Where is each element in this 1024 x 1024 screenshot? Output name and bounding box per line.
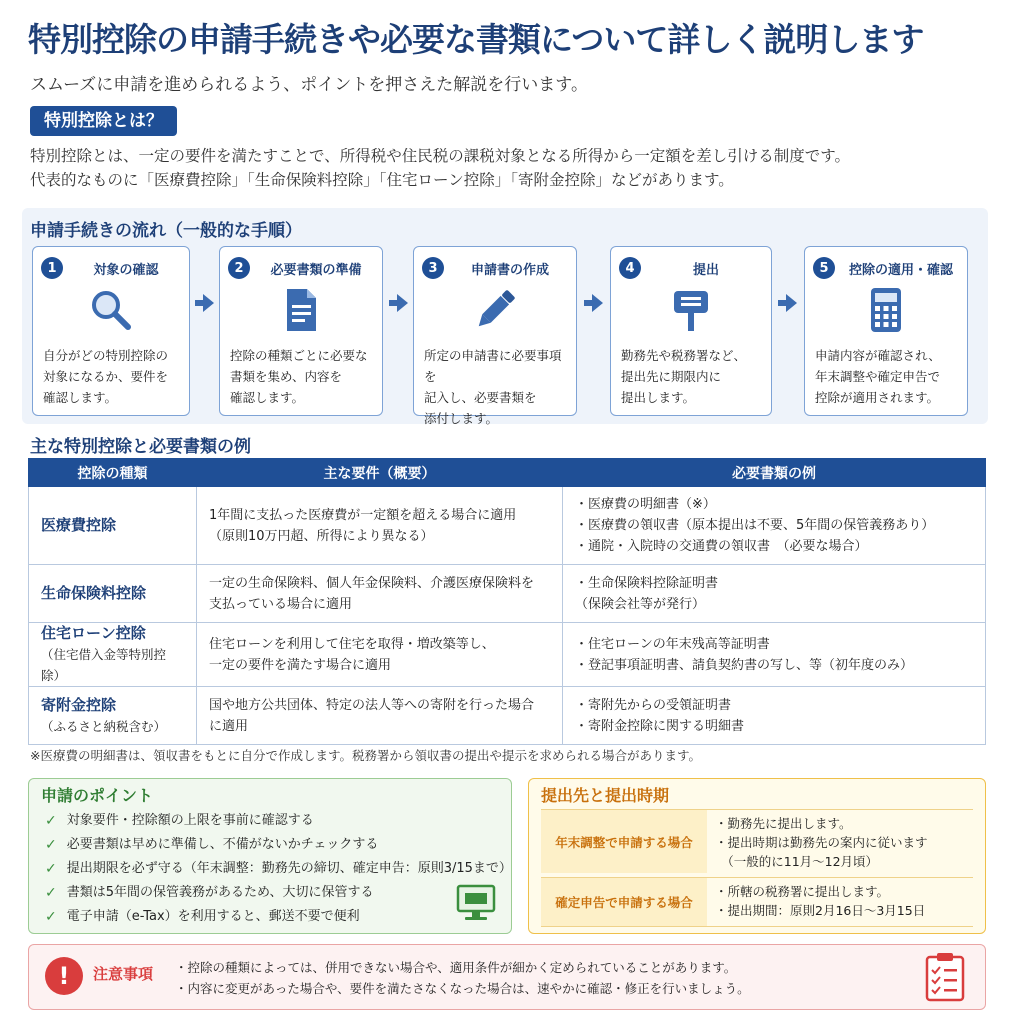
step-title: 提出 xyxy=(692,262,719,278)
flow-arrow xyxy=(786,294,797,312)
step-description xyxy=(424,345,570,429)
checklist-icon xyxy=(923,951,967,1003)
column-header: 必要書類の例 xyxy=(563,459,986,487)
step-desc-line: 提出先に期限内に xyxy=(621,369,722,384)
column-header: 控除の種類 xyxy=(29,459,197,487)
cell-line: ・寄附先からの受領証明書 xyxy=(575,697,732,713)
where-label: 年末調整で申請する場合 xyxy=(541,810,707,873)
where-detail xyxy=(707,810,973,873)
flow-arrow xyxy=(203,294,214,312)
caution-box xyxy=(28,944,986,1010)
points-list xyxy=(45,809,512,929)
table-row xyxy=(29,687,986,745)
step-title: 控除の適用・確認 xyxy=(848,262,953,278)
step-desc-line: 所定の申請書に必要事項を xyxy=(424,348,562,384)
list-item xyxy=(45,881,512,905)
step-desc-line: 申請内容が確認され、 xyxy=(815,348,941,363)
documents-cell xyxy=(563,687,986,745)
cell-line: ・通院・入院時の交通費の領収書 （必要な場合） xyxy=(575,539,868,554)
table-row xyxy=(29,565,986,623)
step-desc-line: 対象になるか、要件を xyxy=(43,369,169,384)
flow-step-1 xyxy=(32,246,190,416)
deduction-kind xyxy=(29,565,197,623)
step-number: 4 xyxy=(619,257,641,279)
documents-cell xyxy=(563,487,986,565)
pen-icon xyxy=(470,285,520,335)
table-header-row xyxy=(29,459,986,487)
cell-line: ・医療費の明細書（※） xyxy=(575,497,716,512)
exclamation-icon: ! xyxy=(45,957,83,995)
magnifier-icon xyxy=(86,285,136,335)
cell-line: 支払っている場合に適用 xyxy=(209,596,353,612)
where-label: 確定申告で申請する場合 xyxy=(541,878,707,926)
cell-line: ・住宅ローンの年末残高等証明書 xyxy=(575,636,770,652)
point-text: 電子申請（e-Tax）を利用すると、郵送不要で便利 xyxy=(66,909,360,924)
kind-sublabel: （ふるさと納税含む） xyxy=(41,718,167,734)
step-number: 1 xyxy=(41,257,63,279)
kind-label: 寄附金控除 xyxy=(41,695,117,714)
step-desc-line: 提出します。 xyxy=(621,390,696,405)
cell-line: ・寄附金控除に関する明細書 xyxy=(575,718,745,734)
cell-line: 1年間に支払った医療費が一定額を超える場合に適用 xyxy=(209,507,517,523)
requirement-cell xyxy=(197,687,563,745)
step-description xyxy=(621,345,765,408)
step-desc-line: 添付します。 xyxy=(424,411,499,426)
cell-line: ・登記事項証明書、請負契約書の写し、等（初年度のみ） xyxy=(575,657,914,673)
requirement-cell xyxy=(197,565,563,623)
flow-arrow xyxy=(592,294,603,312)
point-text: 書類は5年間の保管義務があるため、大切に保管する xyxy=(66,885,374,900)
step-desc-line: 記入し、必要書類を xyxy=(424,390,537,405)
step-title: 申請書の作成 xyxy=(470,262,549,278)
where-heading: 提出先と提出時期 xyxy=(541,786,670,805)
step-desc-line: 確認します。 xyxy=(230,390,305,405)
cell-line: （原則10万円超、所得により異なる） xyxy=(209,528,434,544)
list-item xyxy=(45,833,512,857)
caution-text xyxy=(175,957,750,999)
check-icon: ✓ xyxy=(45,813,57,829)
detail-line: （一般的に11月〜12月頃） xyxy=(715,854,879,869)
where-row xyxy=(541,809,973,873)
table-heading: 主な特別控除と必要書類の例 xyxy=(30,437,251,457)
cell-line: 一定の生命保険料、個人年金保険料、介護医療保険料を xyxy=(209,575,535,591)
computer-icon xyxy=(455,883,497,923)
page-subtitle: スムーズに申請を進められるよう、ポイントを押さえた解説を行います。 xyxy=(30,75,588,95)
deduction-table xyxy=(28,458,986,745)
point-text: 必要書類は早めに準備し、不備がないかチェックする xyxy=(66,837,379,852)
kind-sublabel: （住宅借入金等特別控除） xyxy=(41,647,167,683)
about-line: 特別控除とは、一定の要件を満たすことで、所得税や住民税の課税対象となる所得から一定額を差し引ける制度です。 xyxy=(30,147,850,165)
step-desc-line: 勤務先や税務署など、 xyxy=(621,348,747,363)
flow-step-2 xyxy=(219,246,383,416)
submission-info-box xyxy=(528,778,986,934)
step-description xyxy=(815,345,961,408)
list-item xyxy=(45,857,512,881)
kind-label: 住宅ローン控除 xyxy=(41,624,146,642)
calculator-icon xyxy=(861,285,911,335)
caution-line: ・控除の種類によっては、併用できない場合や、適用条件が細かく定められていることがあります。 xyxy=(175,960,737,975)
cell-line: に適用 xyxy=(209,718,249,734)
flow-step-3 xyxy=(413,246,577,426)
step-number: 5 xyxy=(813,257,835,279)
mailbox-icon xyxy=(666,285,716,335)
documents-cell xyxy=(563,565,986,623)
check-icon: ✓ xyxy=(45,861,57,877)
point-text: 提出期限を必ず守る（年末調整：勤務先の締切、確定申告：原則3/15まで） xyxy=(66,861,512,876)
deduction-kind xyxy=(29,623,197,687)
step-title: 必要書類の準備 xyxy=(270,262,362,278)
step-desc-line: 控除の種類ごとに必要な xyxy=(230,348,368,363)
step-desc-line: 自分がどの特別控除の xyxy=(43,348,169,363)
detail-line: ・勤務先に提出します。 xyxy=(715,816,852,831)
about-line: 代表的なものに「医療費控除」「生命保険料控除」「住宅ローン控除」「寄附金控除」などがあります。 xyxy=(30,171,734,189)
application-points-box xyxy=(28,778,512,934)
step-desc-line: 確認します。 xyxy=(43,390,118,405)
document-icon xyxy=(276,285,326,335)
cell-line: （保険会社等が発行） xyxy=(575,596,706,612)
step-desc-line: 控除が適用されます。 xyxy=(815,390,940,405)
cell-line: 住宅ローンを利用して住宅を取得・増改築等し、 xyxy=(209,636,495,652)
step-description xyxy=(230,345,376,408)
step-title: 対象の確認 xyxy=(93,262,159,278)
step-desc-line: 書類を集め、内容を xyxy=(230,369,343,384)
caution-line: ・内容に変更があった場合や、要件を満たさなくなった場合は、速やかに確認・修正を行いましょう。 xyxy=(175,981,750,996)
step-desc-line: 年末調整や確定申告で xyxy=(815,369,941,384)
about-text xyxy=(30,144,850,192)
detail-line: ・提出時期は勤務先の案内に従います xyxy=(715,835,928,850)
table-footnote: ※医療費の明細書は、領収書をもとに自分で作成します。税務署から領収書の提出や提示を求められる場合があります。 xyxy=(30,748,701,763)
check-icon: ✓ xyxy=(45,837,57,853)
where-detail xyxy=(707,878,973,926)
flow-arrow xyxy=(397,294,408,312)
kind-label: 生命保険料控除 xyxy=(41,584,147,602)
flow-step-4 xyxy=(610,246,772,416)
requirement-cell xyxy=(197,623,563,687)
detail-line: ・提出期間：原則2月16日〜3月15日 xyxy=(715,903,926,918)
kind-label: 医療費控除 xyxy=(41,516,117,534)
flow-heading: 申請手続きの流れ（一般的な手順） xyxy=(30,221,302,241)
list-item xyxy=(45,809,512,833)
step-number: 3 xyxy=(422,257,444,279)
caution-heading: 注意事項 xyxy=(93,965,154,983)
flow-step-5 xyxy=(804,246,968,416)
where-row xyxy=(541,877,973,927)
detail-line: ・所轄の税務署に提出します。 xyxy=(715,884,890,899)
page-title: 特別控除の申請手続きや必要な書類について詳しく説明します xyxy=(28,20,924,59)
cell-line: ・生命保険料控除証明書 xyxy=(575,575,719,591)
check-icon: ✓ xyxy=(45,909,57,925)
cell-line: 国や地方公共団体、特定の法人等への寄附を行った場合 xyxy=(209,697,535,713)
cell-line: 一定の要件を満たす場合に適用 xyxy=(209,657,392,673)
column-header: 主な要件（概要） xyxy=(197,459,563,487)
cell-line: ・医療費の領収書（原本提出は不要、5年間の保管義務あり） xyxy=(575,518,935,533)
point-text: 対象要件・控除額の上限を事前に確認する xyxy=(66,813,314,828)
about-badge: 特別控除とは？ xyxy=(30,106,177,136)
list-item xyxy=(45,905,512,929)
documents-cell xyxy=(563,623,986,687)
deduction-kind xyxy=(29,687,197,745)
step-number: 2 xyxy=(228,257,250,279)
deduction-kind xyxy=(29,487,197,565)
points-heading: 申請のポイント xyxy=(41,786,154,805)
step-description xyxy=(43,345,183,408)
check-icon: ✓ xyxy=(45,885,57,901)
requirement-cell xyxy=(197,487,563,565)
table-row xyxy=(29,623,986,687)
table-row xyxy=(29,487,986,565)
